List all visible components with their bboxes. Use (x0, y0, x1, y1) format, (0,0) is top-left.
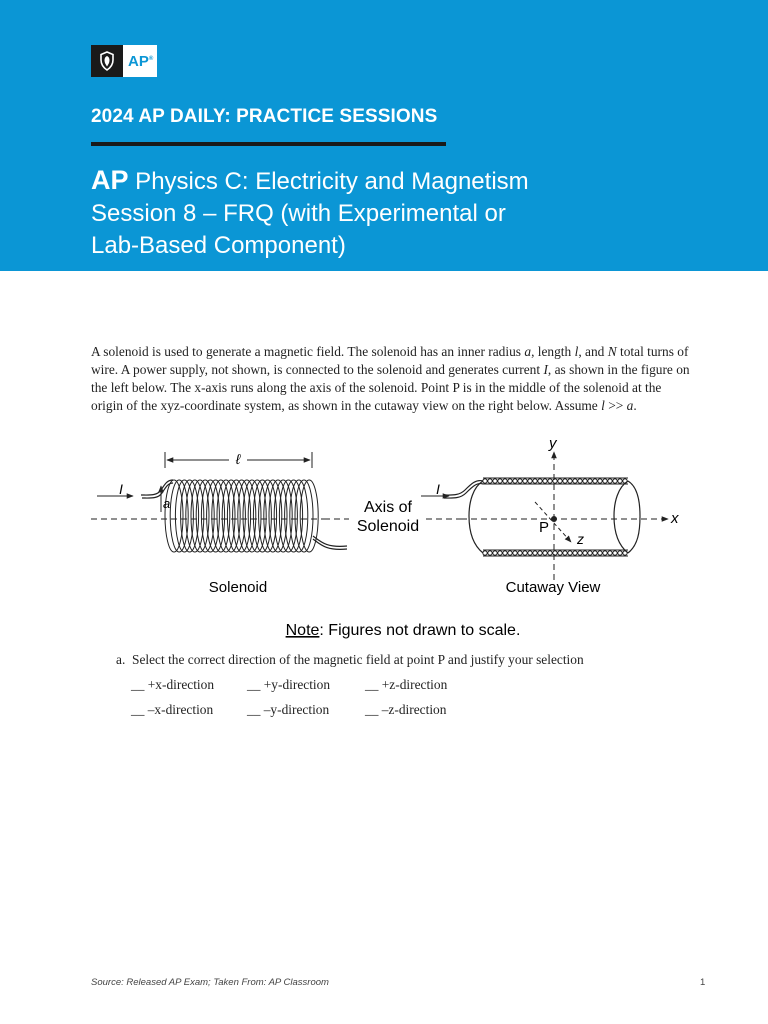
solenoid-coils (165, 480, 318, 552)
length-label: ℓ (235, 451, 241, 467)
option-minus-z[interactable]: __ –z-direction (365, 701, 447, 717)
option-plus-y[interactable]: __ +y-direction (247, 676, 331, 692)
point-p-marker (551, 516, 557, 522)
option-row-negative (131, 697, 447, 722)
right-caption: Cutaway View (505, 579, 601, 596)
problem-intro: A solenoid is used to generate a magnetic field. The solenoid has an inner radius a, length l, and N total turns of wire. A power supply, not shown, is connected to the solenoid and generates current I, as shown in the figure on the left below. The x-axis runs along the axis of the solenoid. Point P is in the middle of the solenoid at the origin of the xyz-coordinate system, as shown in the cutaway view on the right below. Assume l >> a. (91, 344, 690, 413)
axis-label-2: Solenoid (356, 518, 420, 535)
question-prompt: Select the correct direction of the magnetic field at point P and justify your selection (132, 652, 584, 667)
title-line-1: Physics C: Electricity and Magnetism (128, 168, 529, 195)
title-divider (91, 142, 446, 146)
y-axis-label: y (549, 435, 557, 452)
figure-note: Note: Figures not drawn to scale. (285, 622, 521, 639)
title-ap: AP (91, 165, 129, 195)
left-caption: Solenoid (208, 579, 268, 596)
acorn-shield-icon (91, 45, 123, 77)
title-line-3: Lab-Based Component) (91, 232, 346, 259)
title-line-2: Session 8 – FRQ (with Experimental or (91, 200, 506, 227)
current-label-left: I (119, 481, 123, 497)
question-marker: a. (116, 652, 126, 667)
option-minus-x[interactable]: __ –x-direction (131, 701, 214, 717)
solenoid-figure (91, 432, 691, 642)
direction-options (131, 672, 447, 722)
page-number: 1 (700, 977, 706, 988)
solenoid-drawing (91, 451, 461, 596)
z-axis-label: z (577, 531, 584, 547)
option-plus-x[interactable]: __ +x-direction (131, 676, 215, 692)
series-title: 2024 AP DAILY: PRACTICE SESSIONS (91, 106, 438, 127)
option-minus-y[interactable]: __ –y-direction (247, 701, 330, 717)
header-banner (0, 0, 768, 271)
radius-label: a (163, 496, 171, 511)
ap-logo (91, 45, 157, 77)
cutaway-drawing (421, 435, 679, 596)
point-label: P (539, 519, 550, 536)
cutaway-wire-top (483, 479, 627, 483)
footer-source: Source: Released AP Exam; Taken From: AP Classroom (91, 977, 329, 988)
x-axis-label: x (671, 510, 679, 527)
option-plus-z[interactable]: __ +z-direction (365, 676, 448, 692)
page-title (91, 164, 711, 262)
cutaway-wire-bottom (483, 551, 627, 555)
logo-text: AP® (128, 52, 154, 70)
option-row-positive (131, 672, 447, 697)
current-label-right: I (436, 481, 440, 497)
question-a (116, 651, 584, 669)
axis-label-1: Axis of (363, 499, 413, 516)
